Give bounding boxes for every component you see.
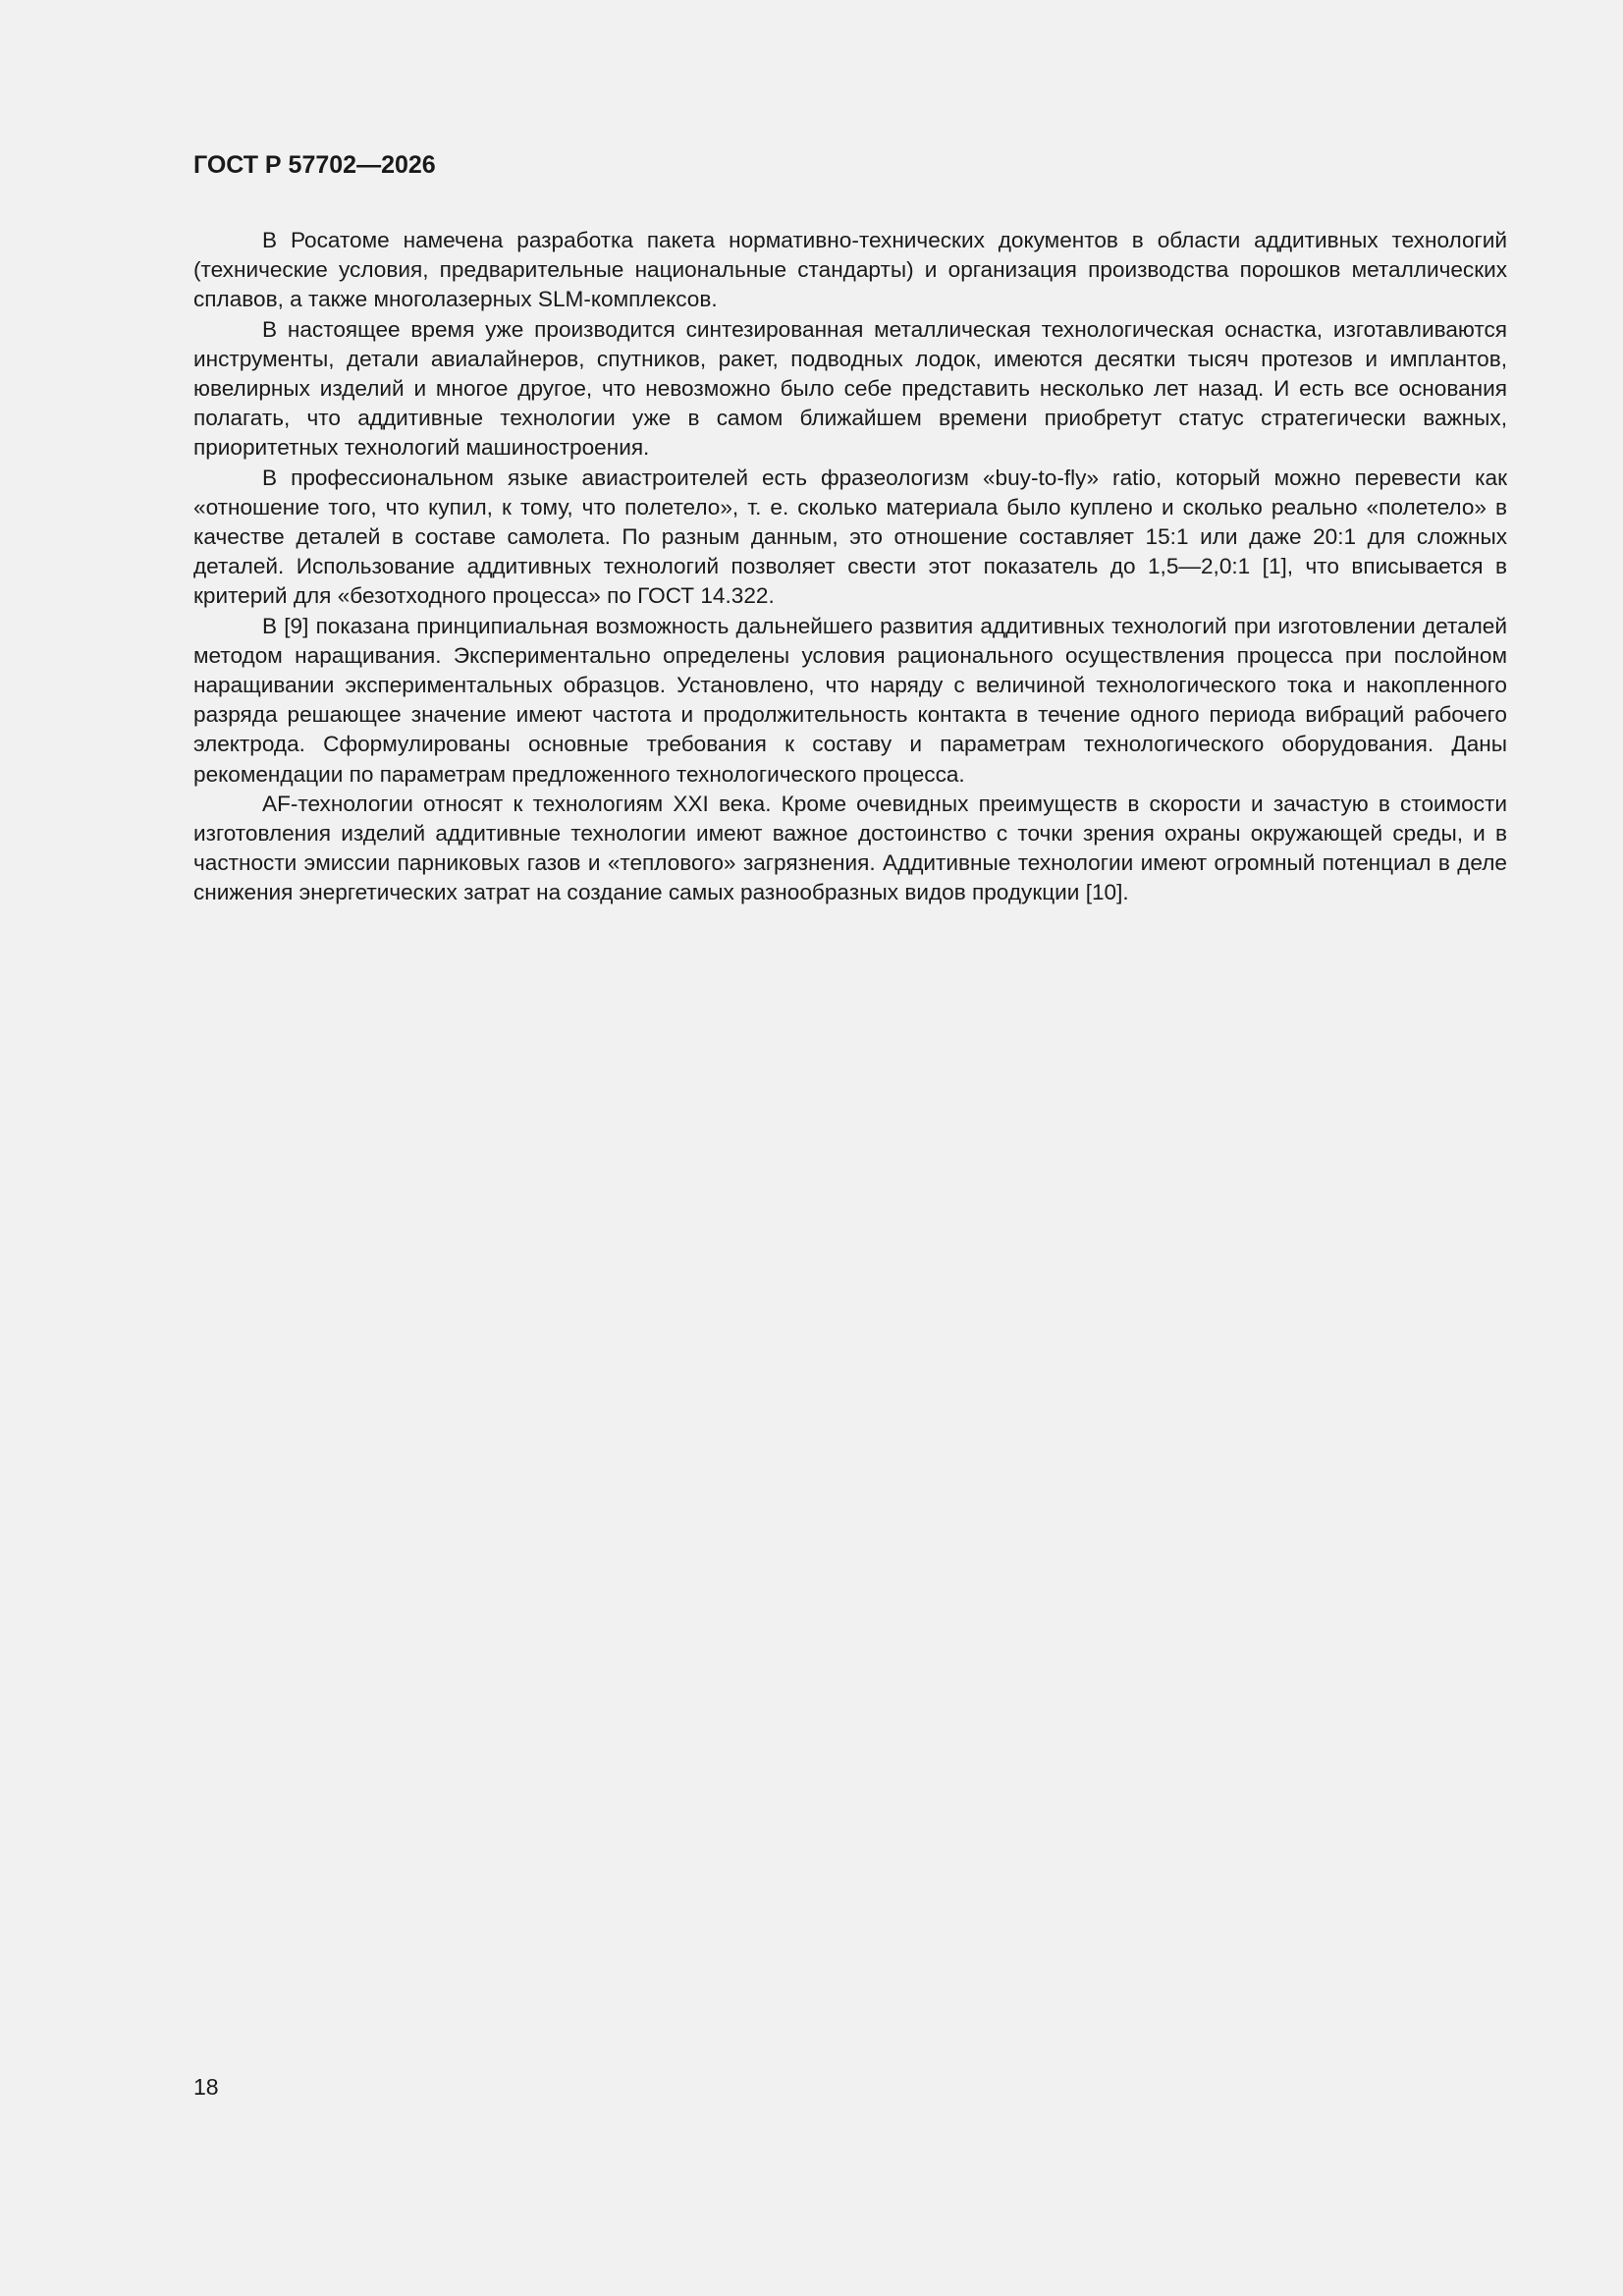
body-text <box>193 226 1507 908</box>
paragraph-2: В настоящее время уже производится синтезированная металлическая технологическая оснастка, изготавливаются инструменты, детали авиалайнеров, спутников, ракет, подводных лодок, имеются десятки тысяч протезов и имплантов, ювелирных изделий и многое другое, что невозможно было себе представить несколько лет назад. И есть все основания полагать, что аддитивные технологии уже в самом ближайшем времени приобретут статус стратегически важных, приоритетных технологий машиностроения. <box>193 316 1507 461</box>
document-header: ГОСТ Р 57702—2026 <box>193 151 436 179</box>
page-number: 18 <box>193 2074 219 2100</box>
paragraph-3: В профессиональном языке авиастроителей есть фразеологизм «buy-to-fly» ratio, который можно перевести как «отношение того, что купил, к тому, что полетело», т. е. сколько материала было куплено и сколько реально «полетело» в качестве деталей в составе самолета. По разным данным, это отношение составляет 15:1 или даже 20:1 для сложных деталей. Использование аддитивных технологий позволяет свести этот показатель до 1,5—2,0:1 [1], что вписывается в критерий для «безотходного процесса» по ГОСТ 14.322. <box>193 465 1507 609</box>
paragraph-5: AF-технологии относят к технологиям XXI века. Кроме очевидных преимуществ в скорости и зачастую в стоимости изготовления изделий аддитивные технологии имеют важное достоинство с точки зрения охраны окружающей среды, и в частности эмиссии парниковых газов и «теплового» загрязнения. Аддитивные технологии имеют огромный потенциал в деле снижения энергетических затрат на создание самых разнообразных видов продукции [10]. <box>193 791 1507 905</box>
paragraph-1: В Росатоме намечена разработка пакета нормативно-технических документов в области аддитивных технологий (технические условия, предварительные национальные стандарты) и организация производства порошков металлических сплавов, а также многолазерных SLM-комплексов. <box>193 228 1507 312</box>
paragraph-4: В [9] показана принципиальная возможность дальнейшего развития аддитивных технологий при изготовлении деталей методом наращивания. Экспериментально определены условия рационального осуществления процесса при послойном наращивании экспериментальных образцов. Установлено, что наряду с величиной технологического тока и накопленного разряда решающее значение имеют частота и продолжительность контакта в течение одного периода вибраций рабочего электрода. Сформулированы основные требования к составу и параметрам технологического оборудования. Даны рекомендации по параметрам предложенного технологического процесса. <box>193 613 1507 787</box>
